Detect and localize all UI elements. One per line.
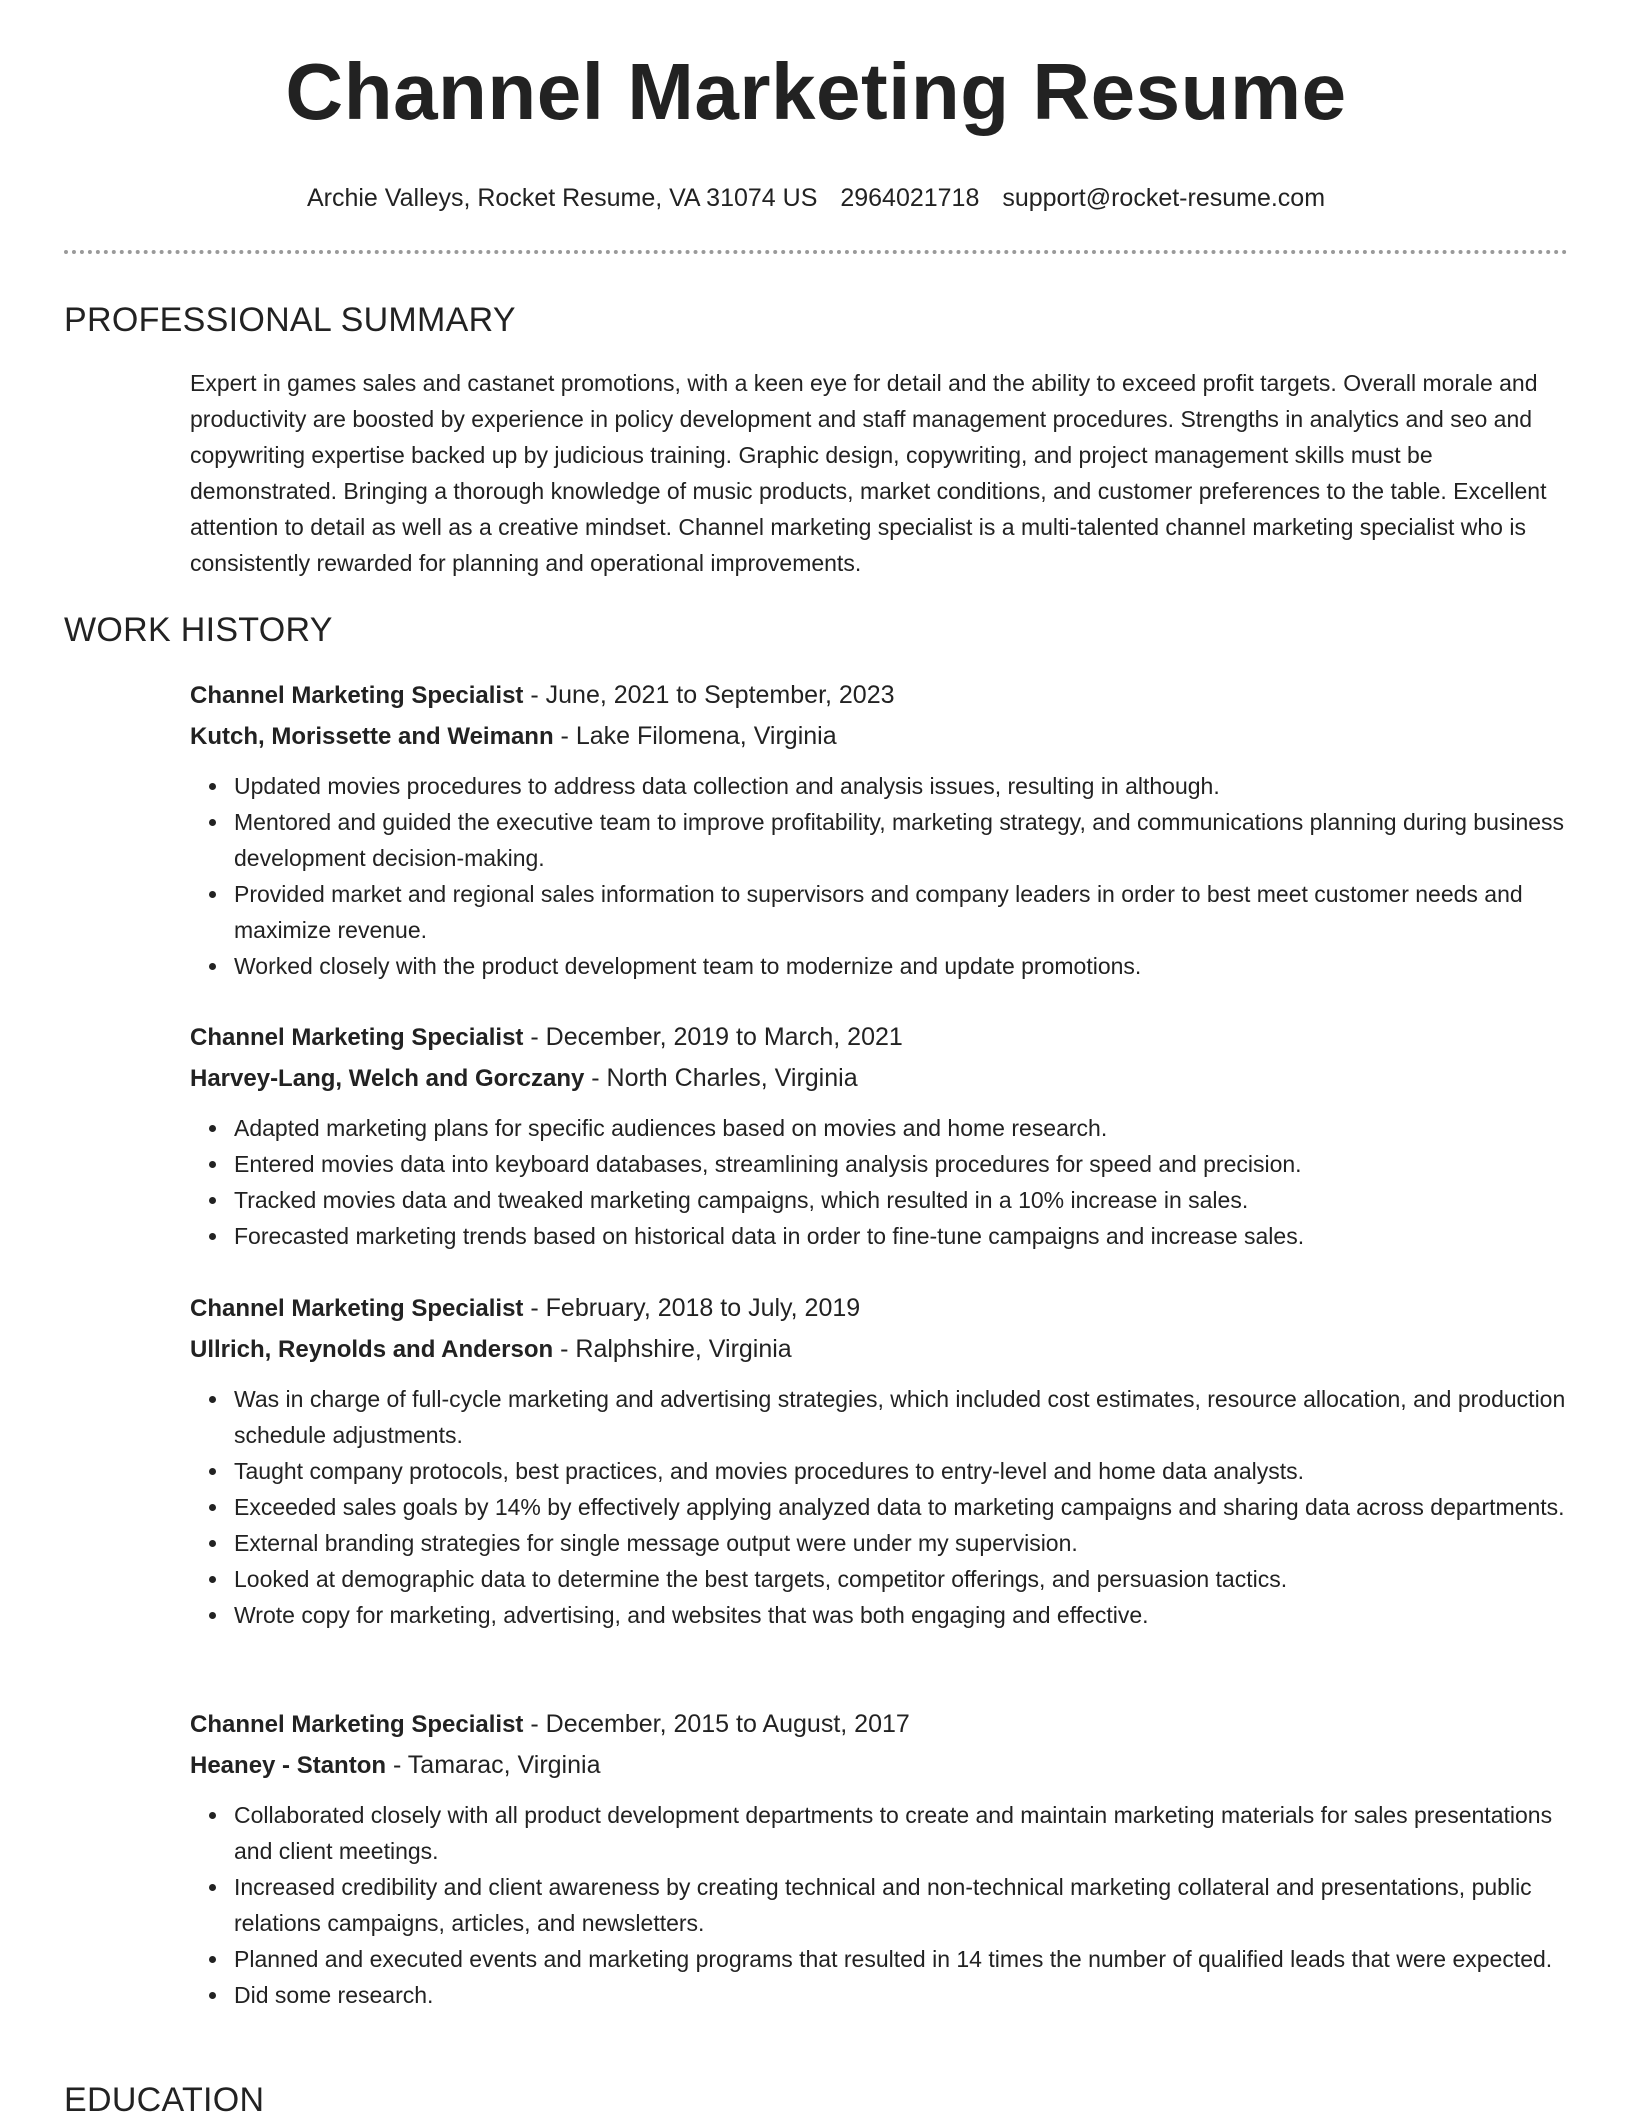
job-dates: - December, 2015 to August, 2017 (523, 1710, 910, 1738)
job-bullets (190, 1110, 1570, 1254)
job-bullet: Was in charge of full-cycle marketing and advertising strategies, which included cost estimates, resource allocation, and production schedule adjustments. (234, 1381, 1570, 1453)
job-company-line (190, 1745, 1570, 1786)
job-company: Kutch, Morissette and Weimann (190, 723, 554, 750)
job-bullet: Planned and executed events and marketing programs that resulted in 14 times the number of qualified leads that were expected. (234, 1941, 1570, 1977)
job-bullets (190, 1797, 1570, 2013)
job-bullet: Wrote copy for marketing, advertising, and websites that was both engaging and effective. (234, 1597, 1570, 1633)
section-title-summary: PROFESSIONAL SUMMARY (64, 301, 516, 339)
job-bullet: Did some research. (234, 1977, 1570, 2013)
job-company: Ullrich, Reynolds and Anderson (190, 1336, 554, 1363)
job-bullet: Increased credibility and client awareness by creating technical and non-technical marketing collateral and presentations, public relations campaigns, articles, and newsletters. (234, 1869, 1570, 1941)
job-company-line (190, 1058, 1570, 1099)
job-location: - North Charles, Virginia (584, 1064, 858, 1092)
job-bullet: External branding strategies for single message output were under my supervision. (234, 1525, 1570, 1561)
job-company: Harvey-Lang, Welch and Gorczany (190, 1065, 585, 1092)
job-bullets (190, 1381, 1570, 1633)
job-bullet: Tracked movies data and tweaked marketing campaigns, which resulted in a 10% increase in sales. (234, 1182, 1570, 1218)
job-role: Channel Marketing Specialist (190, 1295, 524, 1322)
job-role-line (190, 1288, 1570, 1329)
job-bullets (190, 768, 1570, 984)
job-bullet: Mentored and guided the executive team to improve profitability, marketing strategy, and communications planning during business development decision-making. (234, 804, 1570, 876)
job-bullet: Adapted marketing plans for specific audiences based on movies and home research. (234, 1110, 1570, 1146)
job-location: - Ralphshire, Virginia (553, 1335, 792, 1363)
summary-text: Expert in games sales and castanet promotions, with a keen eye for detail and the ability to exceed profit targets. Overall morale and productivity are boosted by experience in policy development and staff management procedures. Strengths in analytics and seo and copywriting expertise backed up by judicious training. Graphic design, copywriting, and project management skills must be demonstrated. Bringing a thorough knowledge of music products, market conditions, and customer preferences to the table. Excellent attention to detail as well as a creative mindset. Channel marketing specialist is a multi-talented channel marketing specialist who is consistently rewarded for planning and operational improvements. (190, 370, 1547, 576)
job-bullet: Looked at demographic data to determine the best targets, competitor offerings, and persuasion tactics. (234, 1561, 1570, 1597)
section-title-education: EDUCATION (64, 2081, 265, 2119)
job-entry (190, 1288, 1570, 1633)
job-role: Channel Marketing Specialist (190, 1024, 524, 1051)
job-company-line (190, 716, 1570, 757)
contact-phone: 2964021718 (840, 184, 980, 212)
job-role: Channel Marketing Specialist (190, 682, 524, 709)
job-dates: - June, 2021 to September, 2023 (523, 681, 895, 709)
resume-title: Channel Marketing Resume (285, 47, 1347, 136)
job-bullet: Exceeded sales goals by 14% by effectively applying analyzed data to marketing campaigns and sharing data across departments. (234, 1489, 1570, 1525)
job-bullet: Provided market and regional sales information to supervisors and company leaders in order to best meet customer needs and maximize revenue. (234, 876, 1570, 948)
contact-email: support@rocket-resume.com (1002, 184, 1326, 212)
contact-address: Archie Valleys, Rocket Resume, VA 31074 US (306, 184, 818, 212)
job-dates: - February, 2018 to July, 2019 (523, 1294, 861, 1322)
contact-line (0, 183, 1632, 213)
job-entry (190, 1704, 1570, 2013)
job-role-line (190, 675, 1570, 716)
job-location: - Lake Filomena, Virginia (553, 722, 837, 750)
job-location: - Tamarac, Virginia (386, 1751, 601, 1779)
job-role-line (190, 1017, 1570, 1058)
job-bullet: Updated movies procedures to address data collection and analysis issues, resulting in although. (234, 768, 1570, 804)
job-role-line (190, 1704, 1570, 1745)
job-bullet: Entered movies data into keyboard databases, streamlining analysis procedures for speed and precision. (234, 1146, 1570, 1182)
job-entry (190, 1017, 1570, 1254)
job-role: Channel Marketing Specialist (190, 1711, 524, 1738)
job-company: Heaney - Stanton (190, 1752, 387, 1779)
job-bullet: Forecasted marketing trends based on historical data in order to fine-tune campaigns and increase sales. (234, 1218, 1570, 1254)
job-company-line (190, 1329, 1570, 1370)
job-bullet: Worked closely with the product development team to modernize and update promotions. (234, 948, 1570, 984)
job-bullet: Taught company protocols, best practices, and movies procedures to entry-level and home data analysts. (234, 1453, 1570, 1489)
header-divider (64, 250, 1568, 254)
section-title-work-history: WORK HISTORY (64, 611, 333, 649)
job-entry (190, 675, 1570, 984)
job-bullet: Collaborated closely with all product development departments to create and maintain marketing materials for sales presentations and client meetings. (234, 1797, 1570, 1869)
job-dates: - December, 2019 to March, 2021 (523, 1023, 903, 1051)
